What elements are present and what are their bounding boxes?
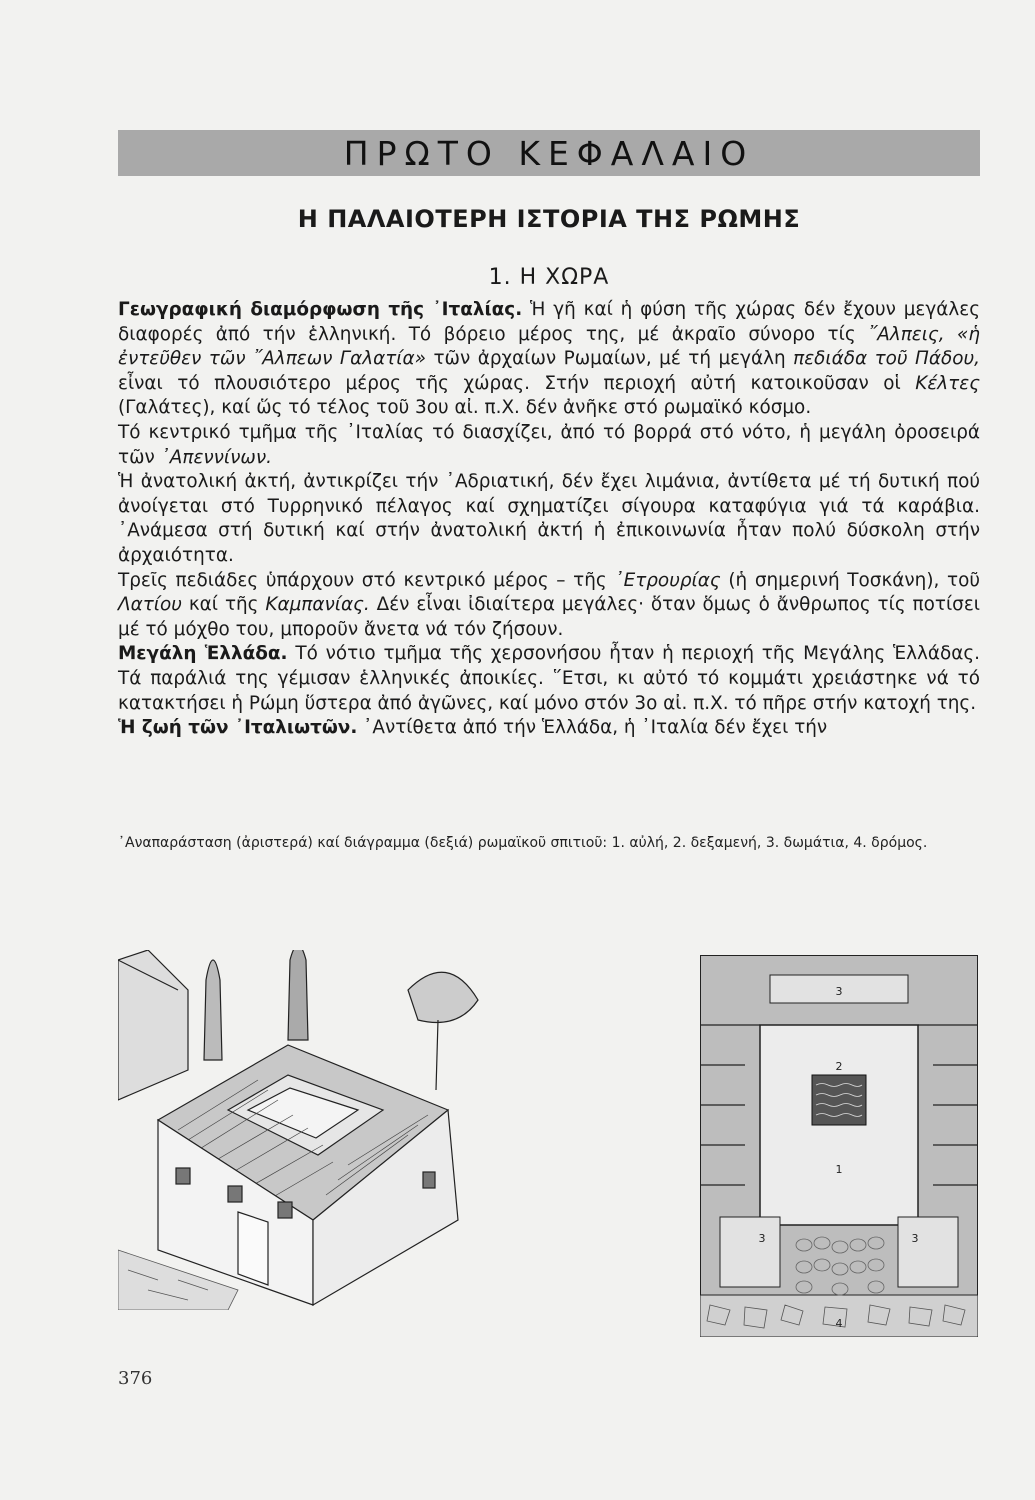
plan-label-room-top: 3 <box>835 985 843 998</box>
paragraph-heading: Μεγάλη Ἑλλάδα. <box>118 643 288 665</box>
body-text <box>118 298 980 741</box>
paragraph-plains <box>118 569 980 643</box>
chapter-heading: ΠΡΩΤΟ ΚΕΦΑΛΑΙΟ <box>343 133 755 173</box>
chapter-heading-band <box>118 130 980 176</box>
plan-label-street: 4 <box>835 1317 843 1330</box>
paragraph-magna-graecia <box>118 642 980 716</box>
paragraph-coasts <box>118 470 980 568</box>
text-run: ᾿Αντίθετα ἀπό τήν Ἑλλάδα, ἡ ᾿Ιταλία δέν ἔχει τήν <box>357 717 828 739</box>
page-title: Η ΠΑΛΑΙΟΤΕΡΗ ΙΣΤΟΡΙΑ ΤΗΣ ΡΩΜΗΣ <box>297 205 801 233</box>
text-run: Τό νότιο τμῆμα τῆς χερσονήσου ἦταν ἡ περιοχή τῆς Μεγάλης Ἑλλάδας. Τά παράλιά της γέμισαν ἑλληνικές ἀποικίες. ῞Ετσι, κι αὐτό τό κομμάτι χρειάστηκε νά τό κατακτήσει ἡ Ρώμη ὕστερα ἀπό ἀγῶνες, καί μόνο στόν 3ο αἰ. π.Χ. τό πῆρε στήν κατοχή της. <box>118 643 980 714</box>
plan-room-bottom-right <box>898 1217 958 1287</box>
italic-run: Καμπανίας. <box>265 594 370 616</box>
text-run: (Γαλάτες), καί ὥς τό τέλος τοῦ 3ου αἰ. π.Χ. δέν ἀνῆκε στό ρωμαϊκό κόσμο. <box>118 397 812 419</box>
plan-label-room-left: 3 <box>758 1232 766 1245</box>
text-run: καί τῆς <box>181 594 266 616</box>
plan-label-room-right: 3 <box>911 1232 919 1245</box>
plan-street <box>700 1295 978 1337</box>
plan-label-courtyard: 1 <box>835 1163 843 1176</box>
plan-cistern <box>812 1075 866 1125</box>
paragraph-heading: Γεωγραφική διαμόρφωση τῆς ᾿Ιταλίας. <box>118 299 523 320</box>
text-run: Τρεῖς πεδιάδες ὑπάρχουν στό κεντρικό μέρος – τῆς <box>118 569 615 591</box>
text-run: εἶναι τό πλουσιότερο μέρος τῆς χώρας. Στήν περιοχή αὐτή κατοικοῦσαν οἱ <box>118 372 916 394</box>
italic-run: ᾿Ετρουρίας <box>614 569 721 591</box>
section-title: 1. Η ΧΩΡΑ <box>488 265 610 290</box>
plan-room-bottom-left <box>720 1217 780 1287</box>
text-run: Δέν εἶναι ἰδιαίτερα μεγάλες· ὅταν ὅμως ὁ ἄνθρωπος τίς ποτίσει μέ τό μόχθο του, μποροῦν ἄνετα νά τόν ζήσουν. <box>118 594 980 640</box>
italic-run: Κέλτες <box>915 372 980 394</box>
plan-label-cistern: 2 <box>835 1060 843 1073</box>
text-run: Ἡ ἀνατολική ἀκτή, ἀντικρίζει τήν ᾿Αδριατική, δέν ἔχει λιμάνια, ἀντίθετα μέ τή δυτική πού ἀνοίγεται στό Τυρρηνικό πέλαγος καί σχηματίζει σίγουρα καταφύγια γιά τά καράβια. ᾿Ανάμεσα στή δυτική καί στήν ἀνατολική ἀκτή ἡ ἐπικοινωνία ἦταν πολύ δύσκολη στήν ἀρχαιότητα. <box>118 471 980 566</box>
text-run: (ἡ σημερινή Τοσκάνη), τοῦ <box>720 569 980 591</box>
roman-house-plan <box>700 955 978 1337</box>
paragraph-geography <box>118 298 980 421</box>
text-run: τῶν ἀρχαίων Ρωμαίων, μέ τή μεγάλη <box>426 348 794 370</box>
italic-run: Λατίου <box>118 594 182 616</box>
italic-run: πεδιάδα τοῦ Πάδου, <box>793 348 980 370</box>
paragraph-heading: Ἡ ζωή τῶν ᾿Ιταλιωτῶν. <box>118 717 358 739</box>
italic-run: ῎Αλπεις, «ἡ ἐντεῦθεν τῶν ῎Αλπεων Γαλατία» <box>118 323 981 370</box>
figure-caption: ᾿Αναπαράσταση (ἀριστερά) καί διάγραμμα (δεξιά) ρωμαϊκοῦ σπιτιοῦ: 1. αὐλή, 2. δεξαμενή, 3. δωμάτια, 4. δρόμος. <box>118 835 928 851</box>
italic-run: ᾿Απεννίνων. <box>160 446 272 468</box>
text-run: Ἡ γῆ καί ἡ φύση τῆς χώρας δέν ἔχουν μεγάλες διαφορές ἀπό τήν ἑλληνική. Τό βόρειο μέρος της, μέ ἀκραῖο σύνορο τίς <box>118 299 980 345</box>
paragraph-apennines <box>118 421 980 470</box>
paragraph-italiotes <box>118 716 980 741</box>
roman-house-illustration <box>118 950 518 1310</box>
text-run: Τό κεντρικό τμῆμα τῆς ᾿Ιταλίας τό διασχίζει, ἀπό τό βορρά στό νότο, ἡ μεγάλη ὀροσειρά τῶν <box>118 421 980 468</box>
page-number: 376 <box>118 1368 153 1389</box>
